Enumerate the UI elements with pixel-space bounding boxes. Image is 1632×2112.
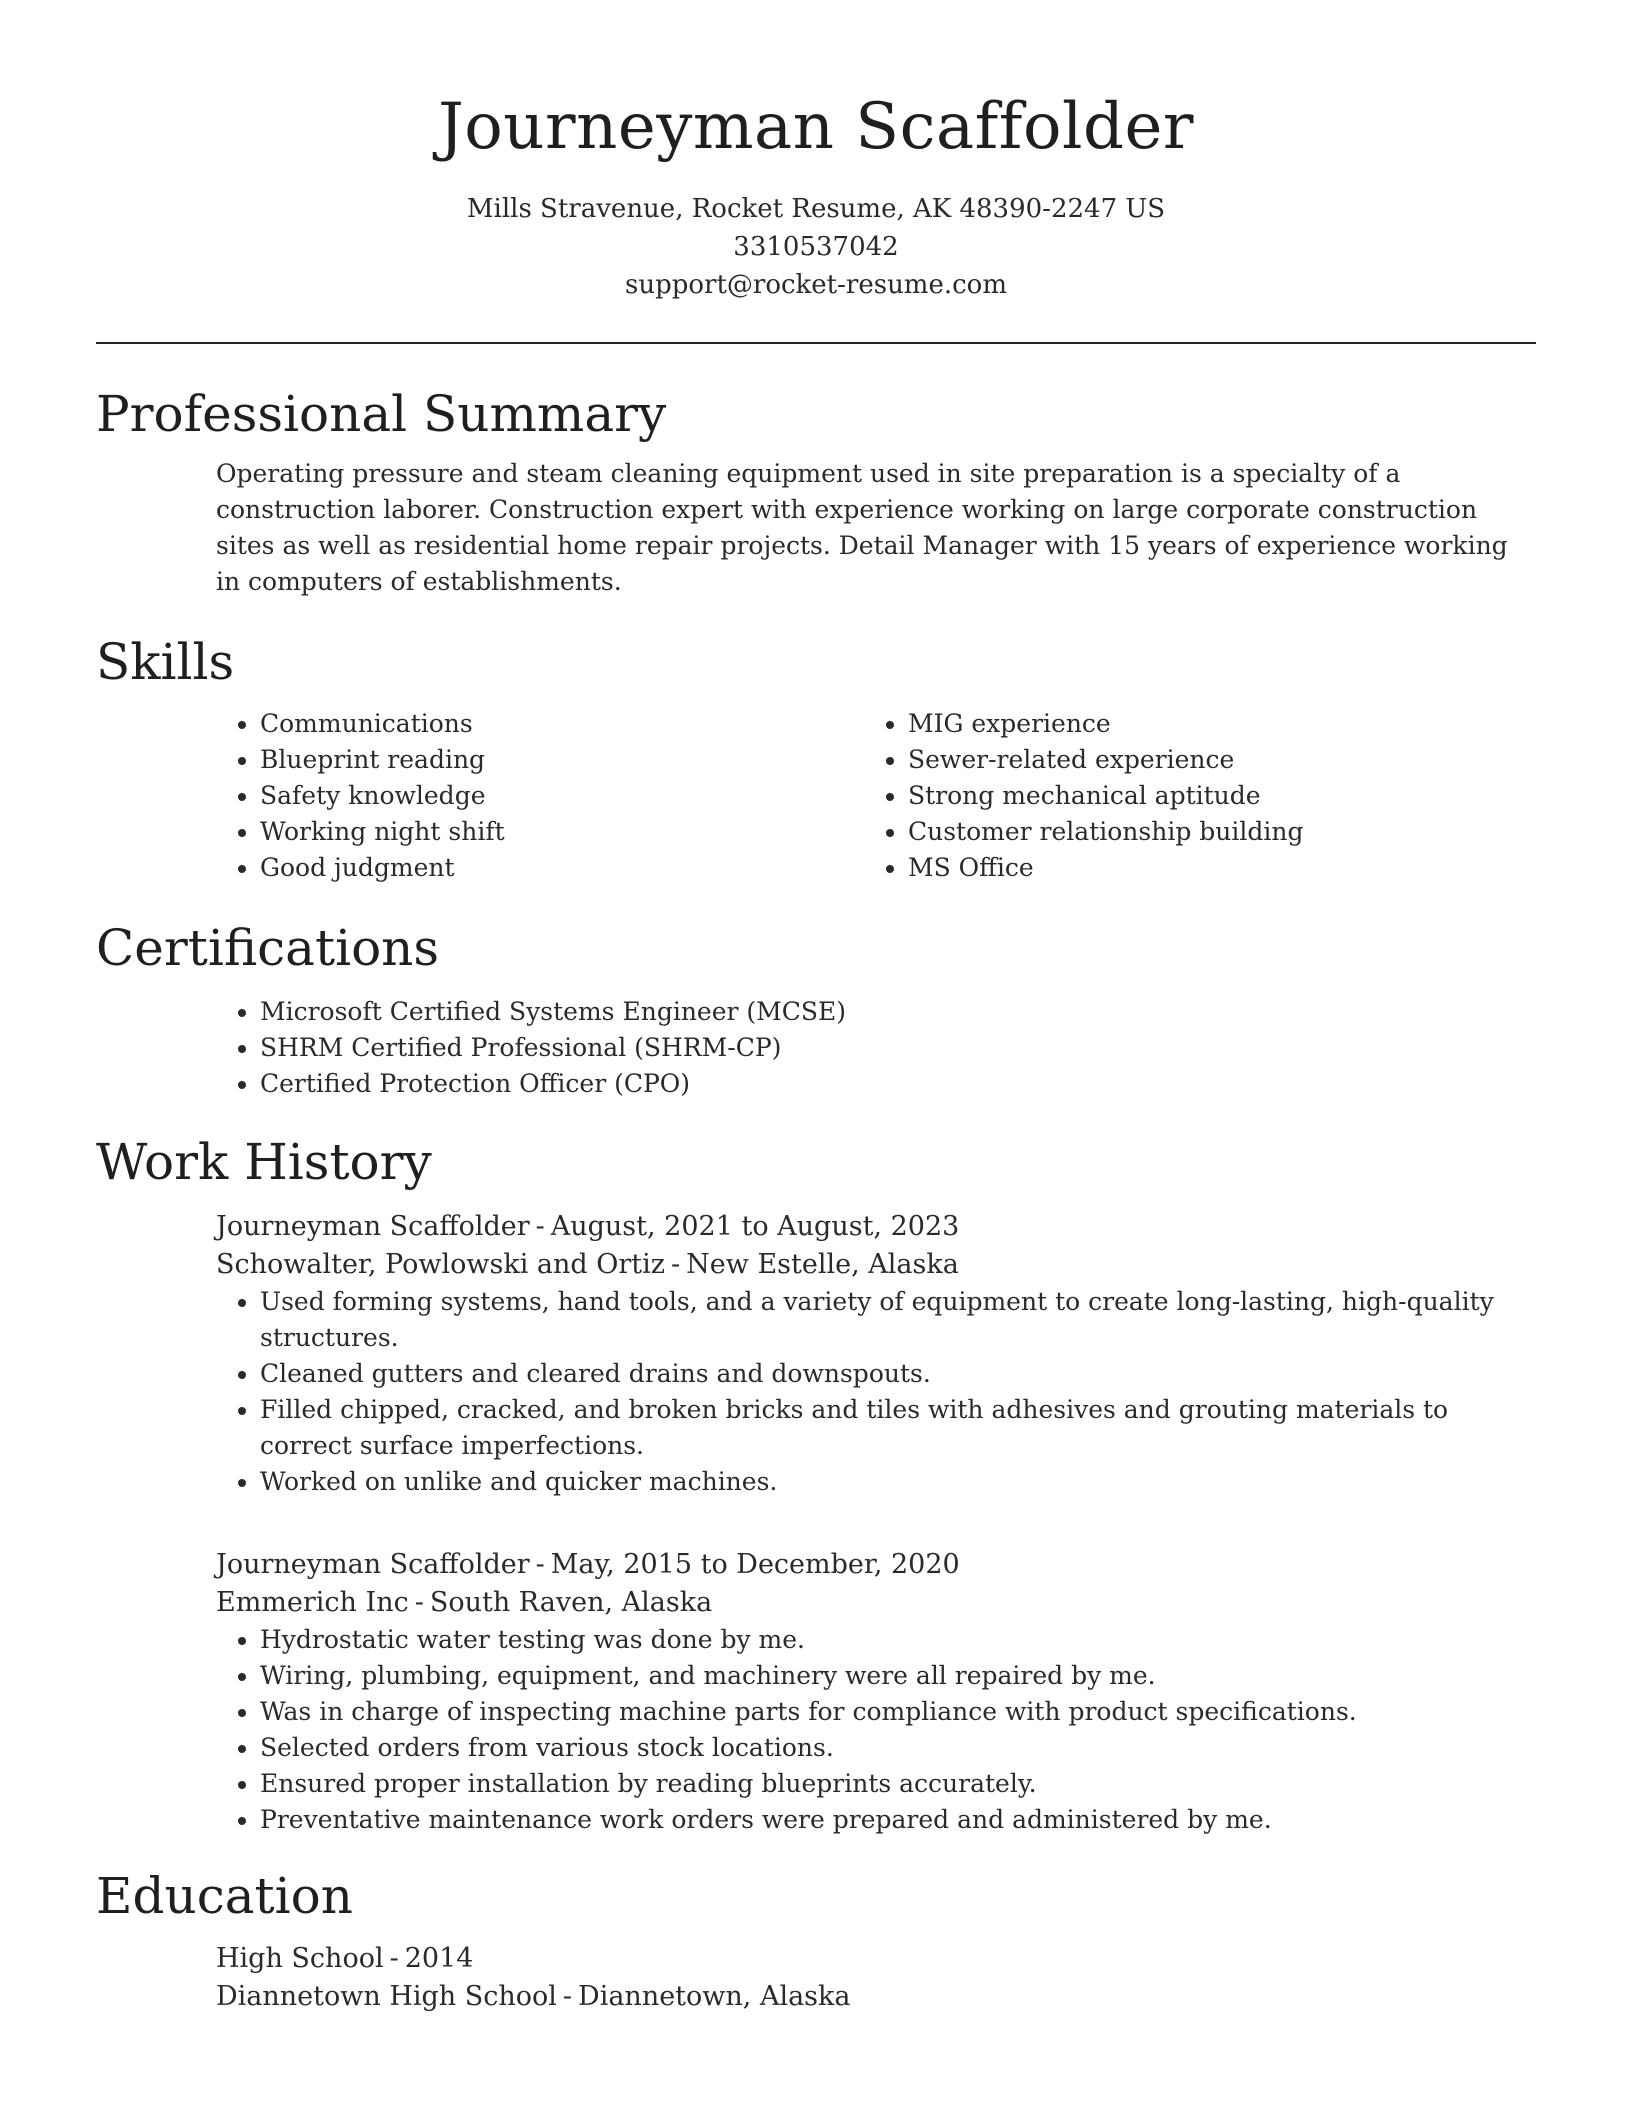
education-degree: High School [216, 1943, 384, 1974]
education-section [96, 1864, 1536, 2016]
skills-grid [96, 706, 1536, 886]
separator: - [671, 1249, 681, 1280]
skill-item: • Customer relationship building [908, 814, 1512, 850]
skills-heading: Skills [96, 633, 235, 691]
certification-item: • SHRM Certified Professional (SHRM-CP) [260, 1030, 1536, 1066]
skills-section [96, 630, 1536, 886]
job-company-line [216, 1246, 1536, 1284]
work-history-heading: Work History [96, 1133, 432, 1191]
contact-email: support@rocket-resume.com [624, 270, 1007, 300]
skill-item: • MIG experience [908, 706, 1512, 742]
education-location: Diannetown, Alaska [578, 1981, 851, 2012]
job-title-line [216, 1546, 1536, 1584]
education-entry [96, 1940, 1536, 2016]
job-role: Journeyman Scaffolder [216, 1549, 530, 1580]
job-company-line [216, 1584, 1536, 1622]
job-duty: • Preventative maintenance work orders were prepared and administered by me. [260, 1802, 1536, 1838]
education-year: 2014 [404, 1943, 474, 1974]
skill-item: • MS Office [908, 850, 1512, 886]
job-duty: • Worked on unlike and quicker machines. [260, 1464, 1536, 1500]
job-duty: • Filled chipped, cracked, and broken bricks and tiles with adhesives and grouting materials to correct surface imperfections. [260, 1392, 1536, 1464]
job-duties [216, 1284, 1536, 1500]
separator: - [389, 1943, 399, 1974]
certification-item: • Microsoft Certified Systems Engineer (MCSE) [260, 994, 1536, 1030]
education-school-line [216, 1978, 1536, 2016]
job-duty: • Used forming systems, hand tools, and a variety of equipment to create long-lasting, high-quality structures. [260, 1284, 1536, 1356]
certifications-section [96, 916, 1536, 1102]
separator: - [535, 1211, 545, 1242]
job-company: Emmerich Inc [216, 1587, 409, 1618]
job-duty: • Cleaned gutters and cleared drains and downspouts. [260, 1356, 1536, 1392]
certifications-list [96, 994, 1536, 1102]
job-duties [216, 1622, 1536, 1838]
job-duty: • Hydrostatic water testing was done by me. [260, 1622, 1536, 1658]
contact-phone: 3310537042 [733, 232, 899, 262]
resume-header [96, 0, 1536, 304]
skills-column-left [216, 706, 864, 886]
education-school: Diannetown High School [216, 1981, 557, 2012]
skill-item: • Working night shift [260, 814, 864, 850]
job-title-line [216, 1208, 1536, 1246]
separator: - [414, 1587, 424, 1618]
work-history-section [96, 1130, 1536, 1838]
job-duty: • Wiring, plumbing, equipment, and machinery were all repaired by me. [260, 1658, 1536, 1694]
certification-item: • Certified Protection Officer (CPO) [260, 1066, 1536, 1102]
skill-item: • Strong mechanical aptitude [908, 778, 1512, 814]
summary-heading: Professional Summary [96, 385, 667, 443]
education-degree-line [216, 1940, 1536, 1978]
skill-item: • Blueprint reading [260, 742, 864, 778]
job-location: New Estelle, Alaska [686, 1249, 959, 1280]
job-location: South Raven, Alaska [429, 1587, 713, 1618]
skills-column-right [864, 706, 1512, 886]
education-heading: Education [96, 1867, 353, 1925]
candidate-name: Journeyman Scaffolder [438, 90, 1194, 164]
job-duty: • Was in charge of inspecting machine parts for compliance with product specifications. [260, 1694, 1536, 1730]
certifications-heading: Certifications [96, 919, 440, 977]
summary-section [96, 382, 1536, 600]
job-entry [96, 1208, 1536, 1500]
summary-text: Operating pressure and steam cleaning equipment used in site preparation is a specialty of a construction laborer. Construction expert with experience working on large corporate construction sites as well as residential home repair projects. Detail Manager with 15 years of experience working in computers of establishments. [216, 459, 1508, 596]
job-entry [96, 1546, 1536, 1838]
contact-info [96, 190, 1536, 304]
job-dates: August, 2021 to August, 2023 [550, 1211, 960, 1242]
job-duty: • Selected orders from various stock locations. [260, 1730, 1536, 1766]
job-dates: May, 2015 to December, 2020 [550, 1549, 960, 1580]
separator: - [535, 1549, 545, 1580]
contact-address: Mills Stravenue, Rocket Resume, AK 48390-2247 US [466, 194, 1166, 224]
skill-item: • Sewer-related experience [908, 742, 1512, 778]
job-company: Schowalter, Powlowski and Ortiz [216, 1249, 666, 1280]
skill-item: • Safety knowledge [260, 778, 864, 814]
skill-item: • Communications [260, 706, 864, 742]
separator: - [562, 1981, 573, 2012]
skill-item: • Good judgment [260, 850, 864, 886]
header-divider [96, 342, 1536, 344]
job-duty: • Ensured proper installation by reading blueprints accurately. [260, 1766, 1536, 1802]
job-role: Journeyman Scaffolder [216, 1211, 530, 1242]
